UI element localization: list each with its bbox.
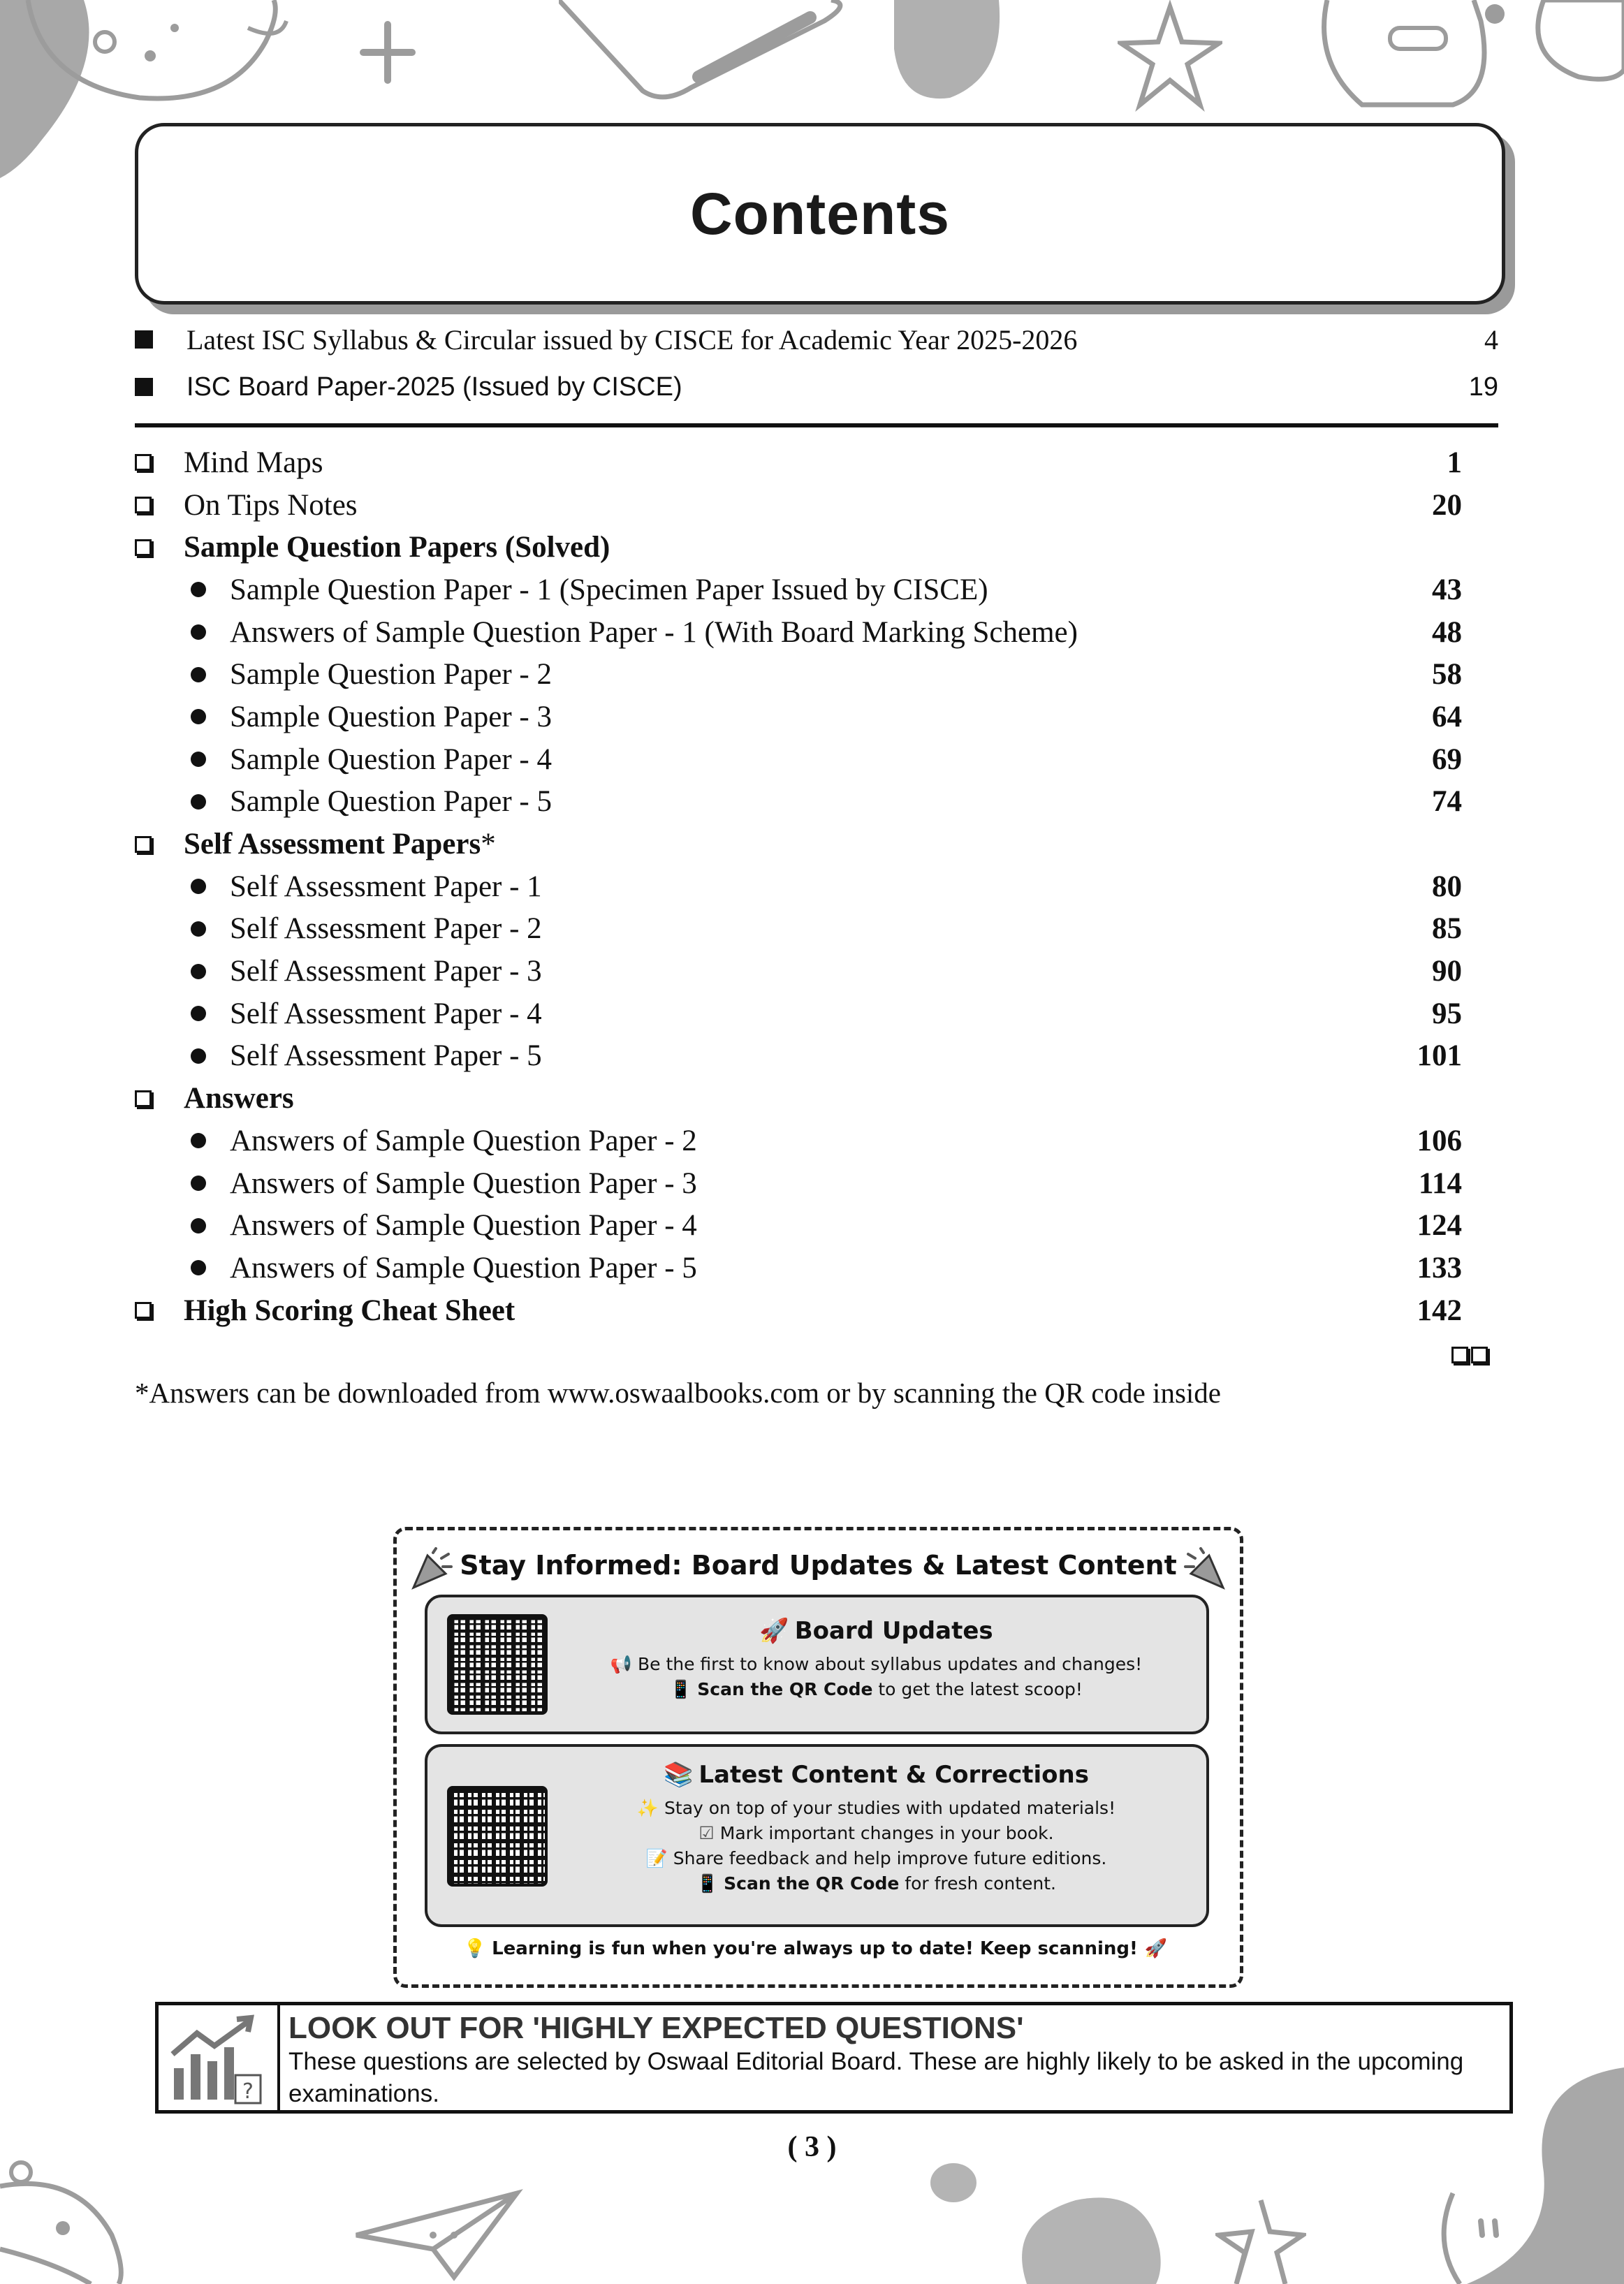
toc-item-page: 43 [1432,573,1462,606]
highly-expected-body: These questions are selected by Oswaal Editorial Board. These are highly likely to be asked in the upcoming examinations. [288,2048,1464,2107]
chart-question-icon [159,2005,280,2110]
board-updates-title: 🚀 Board Updates [759,1617,993,1645]
stay-informed-box [393,1527,1243,1988]
toc-item-page: 90 [1432,955,1462,988]
toc-subitem[interactable] [135,738,1498,781]
toc-subitem[interactable] [135,781,1498,823]
top-left-blob-decoration [0,0,98,182]
toc-item-on-tips-notes[interactable] [135,484,1498,527]
checkbox-bullet-icon [135,1302,152,1319]
memo-icon: 📝 [645,1848,668,1868]
toc-item-label: Sample Question Paper - 5 [230,785,552,819]
latest-content-content [553,1761,1199,1896]
bullet-dot-icon [191,794,206,810]
top-list-item-label: ISC Board Paper-2025 (Issued by CISCE) [186,372,682,402]
stay-informed-footer: 💡 Learning is fun when you're always up to date! Keep scanning! 🚀 [463,1938,1168,1959]
phone-icon: 📱 [696,1873,719,1894]
top-list-item-page: 4 [1484,323,1498,356]
black-square-bullet-icon [135,378,153,396]
toc-item-mind-maps[interactable] [135,441,1498,484]
toc-item-page: 133 [1417,1251,1462,1284]
highly-expected-text [280,2005,1509,2110]
qr-code-icon[interactable] [447,1786,548,1887]
toc-item-label: Sample Question Paper - 4 [230,742,552,776]
small-grey-blob [929,2162,978,2204]
toc-item-cheat-sheet[interactable] [135,1289,1498,1332]
qr-code-icon[interactable] [447,1614,548,1715]
bottom-left-doodle [0,2158,182,2284]
toc-subitem[interactable] [135,611,1498,654]
toc-item-page: 48 [1432,615,1462,649]
toc-item-label: Answers of Sample Question Paper - 5 [230,1251,697,1284]
toc-item-label: Self Assessment Paper - 1 [230,870,542,903]
bullet-dot-icon [191,1006,206,1021]
toc-item-label: Sample Question Paper - 1 (Specimen Paper Issued by CISCE) [230,573,988,606]
toc-subitem[interactable] [135,569,1498,611]
toc-item-page: 106 [1417,1124,1462,1157]
toc-item-page: 1 [1447,446,1462,479]
toc-item-page: 95 [1432,997,1462,1030]
toc-subitem[interactable] [135,1204,1498,1247]
toc-subitem[interactable] [135,908,1498,951]
answers-footnote: *Answers can be downloaded from www.oswaalbooks.com or by scanning the QR code inside [135,1377,1221,1409]
toc-item-page: 58 [1432,658,1462,691]
toc-subitem[interactable] [135,993,1498,1035]
party-popper-icon [1181,1546,1227,1592]
bullet-dot-icon [191,1133,206,1148]
latest-content-line: ✨ Stay on top of your studies with updated materials! [553,1796,1199,1821]
table-of-contents [135,441,1498,1331]
toc-item-label: High Scoring Cheat Sheet [184,1294,515,1327]
toc-subitem[interactable] [135,1247,1498,1289]
highly-expected-box [155,2002,1513,2114]
board-updates-line: 📢 Be the first to know about syllabus updates and changes! [553,1652,1199,1677]
toc-item-label: Answers of Sample Question Paper - 3 [230,1166,697,1200]
black-square-bullet-icon [135,330,153,349]
toc-section-label: Self Assessment Papers* [184,828,496,861]
toc-subitem[interactable] [135,696,1498,738]
latest-content-line: ☑ Mark important changes in your book. [553,1821,1199,1846]
stay-informed-title: Stay Informed: Board Updates & Latest Content [460,1550,1177,1581]
megaphone-icon: 📢 [610,1654,632,1674]
top-list-item[interactable] [135,316,1498,363]
phone-icon: 📱 [670,1679,692,1699]
bullet-dot-icon [191,1260,206,1275]
bullet-dot-icon [191,582,206,597]
pen-doodle [559,0,852,105]
plus-doodle [360,21,416,84]
latest-content-panel [425,1744,1209,1927]
toc-item-page: 80 [1432,870,1462,903]
toc-section-label: Answers [184,1082,294,1115]
bullet-dot-icon [191,964,206,979]
top-right-face-doodle [1313,0,1624,140]
lightbulb-icon: 💡 [463,1938,487,1959]
bottom-star-doodle [1215,2193,1306,2284]
top-left-doodle-planet [0,0,293,126]
bullet-dot-icon [191,921,206,937]
books-icon: 📚 [664,1761,694,1789]
toc-item-label: Self Assessment Paper - 3 [230,955,542,988]
end-mark-icon [1451,1347,1488,1363]
toc-item-page: 64 [1432,700,1462,733]
bullet-dot-icon [191,1218,206,1233]
toc-subitem[interactable] [135,653,1498,696]
checkbox-bullet-icon [135,539,152,556]
toc-section-self-assessment[interactable] [135,823,1498,865]
paper-plane-doodle [349,2179,531,2284]
star-doodle [1118,0,1222,112]
toc-item-label: Sample Question Paper - 3 [230,700,552,733]
toc-item-label: Mind Maps [184,446,323,479]
bullet-dot-icon [191,624,206,640]
toc-item-page: 114 [1418,1166,1462,1200]
checkbox-bullet-icon [135,1090,152,1107]
rocket-icon: 🚀 [759,1617,789,1645]
checkbox-bullet-icon [135,454,152,471]
toc-item-label: Self Assessment Paper - 2 [230,912,542,946]
toc-section-answers[interactable] [135,1077,1498,1120]
sparkles-icon: ✨ [636,1798,659,1818]
toc-item-page: 20 [1432,488,1462,522]
contents-title-box [135,123,1505,305]
board-updates-line: 📱 Scan the QR Code to get the latest scoop! [553,1677,1199,1702]
toc-subitem[interactable] [135,1120,1498,1162]
latest-content-title: 📚 Latest Content & Corrections [664,1761,1089,1789]
page-number: ( 3 ) [787,2131,837,2163]
toc-subitem[interactable] [135,865,1498,908]
toc-item-page: 124 [1417,1209,1462,1243]
toc-item-page: 85 [1432,912,1462,946]
board-updates-panel [425,1595,1209,1734]
bullet-dot-icon [191,1048,206,1064]
toc-subitem[interactable] [135,950,1498,993]
toc-item-label: Answers of Sample Question Paper - 2 [230,1124,697,1157]
top-list [135,316,1498,411]
toc-item-label: Sample Question Paper - 2 [230,658,552,691]
rocket-icon: 🚀 [1144,1938,1168,1959]
toc-item-page: 69 [1432,742,1462,776]
bullet-dot-icon [191,709,206,724]
latest-content-line: 📱 Scan the QR Code for fresh content. [553,1871,1199,1896]
section-divider [135,423,1498,427]
highly-expected-title: LOOK OUT FOR 'HIGHLY EXPECTED QUESTIONS' [288,2011,1024,2045]
toc-item-label: Answers of Sample Question Paper - 1 (With Board Marking Scheme) [230,615,1078,649]
toc-item-label: Self Assessment Paper - 5 [230,1039,542,1073]
top-list-item[interactable] [135,363,1498,411]
toc-subitem[interactable] [135,1035,1498,1078]
toc-item-label: Answers of Sample Question Paper - 4 [230,1209,697,1243]
svg-text:?: ? [242,2079,254,2104]
checkbox-icon: ☑ [698,1823,715,1843]
top-list-item-label: Latest ISC Syllabus & Circular issued by CISCE for Academic Year 2025-2026 [186,323,1078,356]
checkbox-bullet-icon [135,497,152,513]
bullet-dot-icon [191,667,206,682]
toc-item-label: Self Assessment Paper - 4 [230,997,542,1030]
toc-item-page: 101 [1417,1039,1462,1073]
bullet-dot-icon [191,879,206,894]
latest-content-line: 📝 Share feedback and help improve future editions. [553,1846,1199,1871]
toc-subitem[interactable] [135,1162,1498,1205]
toc-item-label: On Tips Notes [184,488,358,522]
toc-section-sample-papers[interactable] [135,526,1498,569]
toc-section-label: Sample Question Papers (Solved) [184,531,610,564]
board-updates-content [553,1617,1199,1702]
toc-item-page: 74 [1432,785,1462,819]
bullet-dot-icon [191,1176,206,1191]
grey-blob-decoration [887,0,1006,105]
bullet-dot-icon [191,752,206,767]
page-title: Contents [690,180,950,247]
toc-item-page: 142 [1417,1294,1462,1327]
checkbox-bullet-icon [135,836,152,853]
large-grey-blob [1006,2193,1166,2284]
top-list-item-page: 19 [1468,372,1498,402]
